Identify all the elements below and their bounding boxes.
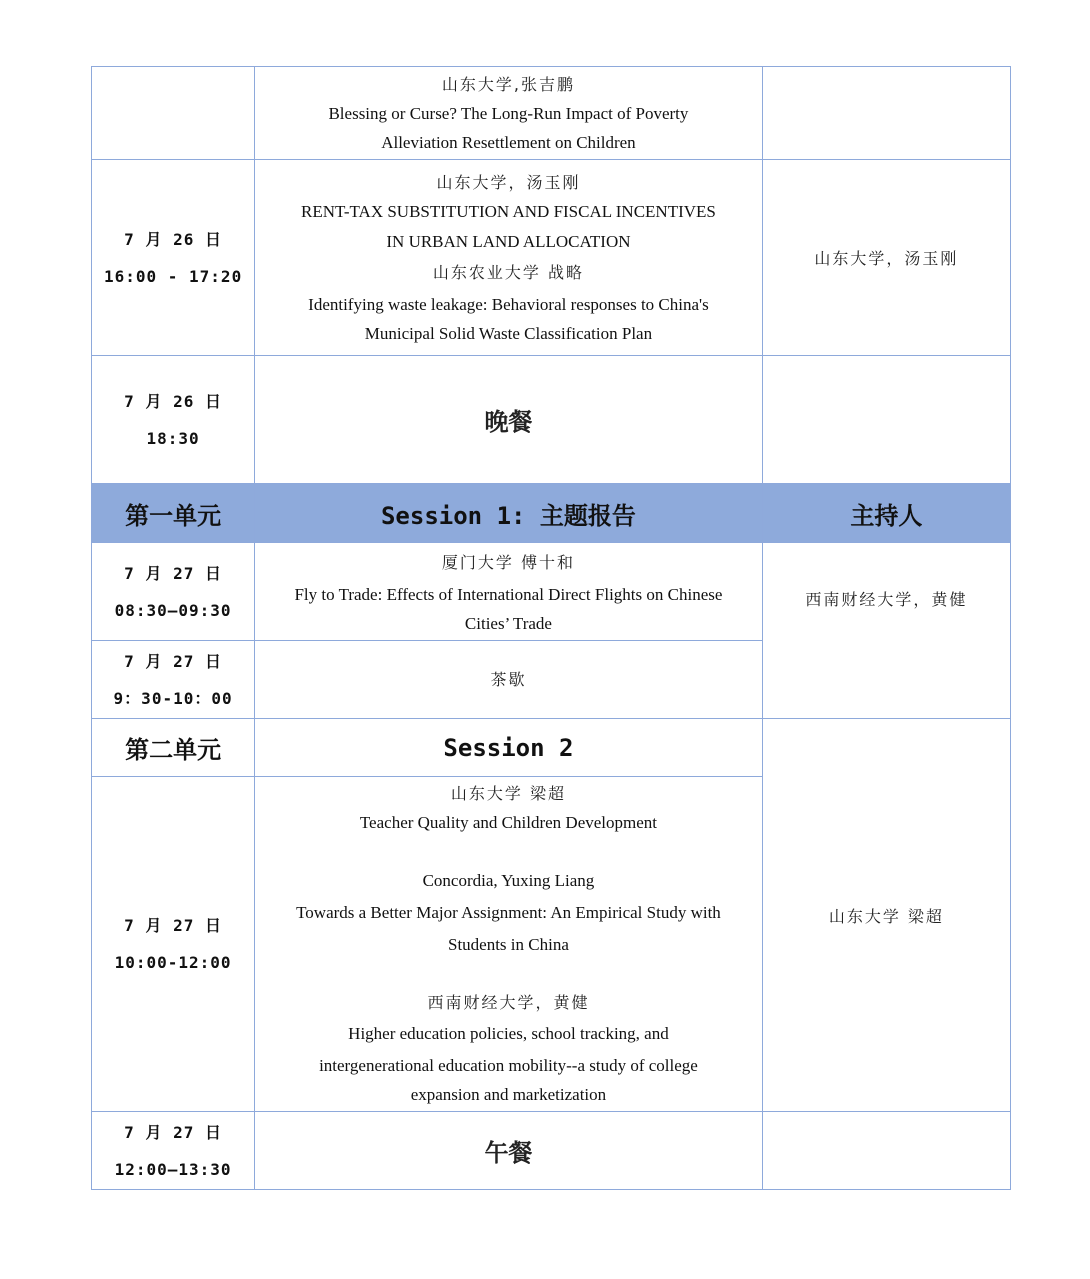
speaker-name: 山东大学,张吉鹏	[441, 74, 575, 94]
date-label: 7 月 26 日	[124, 229, 222, 249]
date-cell	[92, 777, 255, 1112]
talk-cell	[255, 777, 763, 1112]
speaker-name: 山东农业大学 战略	[432, 262, 584, 282]
time-label: 9：30-10：00	[113, 688, 233, 708]
session-header-row	[92, 484, 1011, 543]
schedule-page	[91, 66, 1011, 1190]
talk-cell	[255, 160, 763, 356]
talk-title-line: Municipal Solid Waste Classification Plan	[364, 323, 653, 343]
time-label: 12:00—13:30	[114, 1159, 232, 1179]
date-cell	[92, 67, 255, 160]
host-cell	[762, 543, 1010, 719]
talk-cell	[255, 543, 763, 641]
table-row	[92, 543, 1011, 641]
host-header-label: 主持人	[850, 501, 923, 530]
date-cell	[92, 160, 255, 356]
date-cell	[92, 1112, 255, 1190]
table-row	[92, 160, 1011, 356]
event-cell	[255, 356, 763, 484]
date-cell	[92, 641, 255, 719]
host-cell	[762, 160, 1010, 356]
time-label: 08:30—09:30	[114, 600, 232, 620]
session-title: Session 2	[443, 733, 574, 762]
date-label: 7 月 27 日	[124, 1122, 222, 1142]
speaker-name: Concordia, Yuxing Liang	[422, 871, 595, 890]
date-label: 7 月 27 日	[124, 651, 222, 671]
session-title: Session 1: 主题报告	[380, 501, 636, 530]
unit-header-cell	[92, 484, 255, 543]
talk-title-line: expansion and marketization	[410, 1085, 607, 1104]
time-label: 10:00-12:00	[114, 953, 232, 972]
spacer	[255, 959, 762, 988]
table-row	[92, 67, 1011, 160]
speaker-name: 西南财经大学，黄健	[427, 993, 590, 1012]
talk-title-line: Teacher Quality and Children Development	[359, 813, 658, 832]
host-cell	[762, 67, 1010, 160]
host-name: 西南财经大学，黄健	[805, 590, 968, 609]
unit-label: 第二单元	[125, 736, 222, 764]
date-label: 7 月 26 日	[124, 391, 222, 411]
talk-title-line: Blessing or Curse? The Long-Run Impact of Poverty	[328, 103, 689, 123]
talk-title-line: RENT-TAX SUBSTITUTION AND FISCAL INCENTIVES	[301, 201, 716, 221]
talk-title-line: Alleviation Resettlement on Children	[381, 132, 636, 152]
date-label: 7 月 27 日	[124, 563, 222, 583]
event-cell	[255, 641, 763, 719]
table-row	[92, 356, 1011, 484]
talk-title-line: Cities’ Trade	[464, 613, 552, 633]
talk-title-line: Higher education policies, school tracking, and	[348, 1024, 669, 1043]
event-cell	[255, 1112, 763, 1190]
host-cell	[762, 719, 1010, 1112]
unit-label: 第一单元	[125, 501, 222, 530]
session-header-row	[92, 719, 1011, 777]
session-title-cell	[255, 484, 763, 543]
talk-title-line: Students in China	[447, 935, 569, 954]
date-cell	[92, 543, 255, 641]
host-header-cell	[762, 484, 1010, 543]
event-label: 晚餐	[484, 408, 533, 436]
host-name: 山东大学，汤玉刚	[814, 249, 959, 268]
talk-title-line: Identifying waste leakage: Behavioral responses to China's	[308, 294, 709, 314]
speaker-name: 厦门大学 傅十和	[441, 552, 575, 572]
event-label: 茶歇	[490, 670, 527, 689]
schedule-table	[91, 66, 1011, 1190]
host-name: 山东大学 梁超	[828, 906, 944, 926]
date-label: 7 月 27 日	[124, 916, 222, 935]
talk-title-line: Fly to Trade: Effects of International Direct Flights on Chinese	[294, 584, 723, 604]
talk-title-line: intergenerational education mobility--a study of college	[319, 1056, 698, 1075]
date-cell	[92, 356, 255, 484]
table-row	[92, 1112, 1011, 1190]
event-label: 午餐	[484, 1139, 533, 1167]
talk-title-line: IN URBAN LAND ALLOCATION	[386, 231, 631, 251]
time-label: 18:30	[146, 428, 200, 448]
spacer	[255, 837, 762, 866]
talk-title-line: Towards a Better Major Assignment: An Empirical Study with	[296, 903, 721, 922]
host-cell	[762, 1112, 1010, 1190]
unit-header-cell	[92, 719, 255, 777]
talk-cell	[255, 67, 763, 160]
speaker-name: 山东大学 梁超	[450, 784, 566, 803]
session-title-cell	[255, 719, 763, 777]
host-cell	[762, 356, 1010, 484]
time-label: 16:00 - 17:20	[103, 266, 243, 286]
speaker-name: 山东大学，汤玉刚	[436, 172, 581, 192]
